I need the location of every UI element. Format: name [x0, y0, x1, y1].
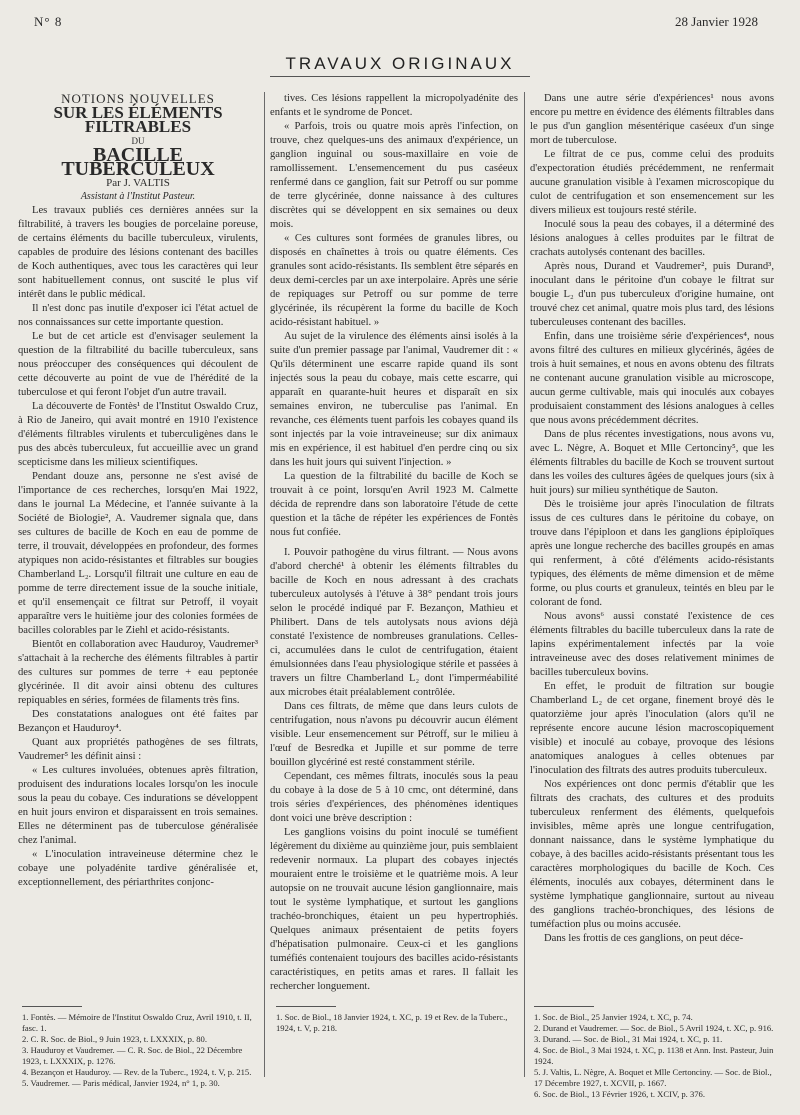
footnote: 5. Vaudremer. — Paris médical, Janvier 1924, n° 1, p. 30.	[22, 1078, 220, 1088]
footnote: 4. Soc. de Biol., 3 Mai 1924, t. XC, p. 1138 et Ann. Inst. Pasteur, Juin 1924.	[534, 1045, 774, 1066]
paragraph: « Ces cultures sont formées de granules libres, ou disposés en chaînettes à trois ou quatre éléments. Ces granules sont acido-résistants. Ils semblent être séparés en deux demi-cercles par un axe interpolaire. Après une série de repiquages sur Petroff ou sur pomme de terre glycérinée, ils récupèrent la forme du bacille de Koch acido-résistant habituel. »	[270, 233, 518, 328]
paragraph: Dans les frottis de ces ganglions, on peut déce-	[544, 933, 744, 944]
paragraph: Quant aux propriétés pathogènes de ses filtrats, Vaudremer⁵ les définit ainsi :	[18, 737, 258, 762]
footnote: 1. Fontès. — Mémoire de l'Institut Oswaldo Cruz, Avril 1910, t. II, fasc. 1.	[22, 1012, 252, 1033]
footnote: 1. Soc. de Biol., 25 Janvier 1924, t. XC, p. 74.	[534, 1012, 693, 1022]
column-3	[530, 92, 774, 946]
paragraph: « Les cultures involuées, obtenues après filtration, produisent des indurations locales lorsqu'on les inocule sous la peau du cobaye. Ces indurations se développent en huit jours environ et disparaissent en trois semaines. Elles ne déterminent pas de tuberculose généralisée chez l'animal.	[18, 765, 258, 846]
column-divider	[264, 92, 265, 1077]
footnote: 3. Durand. — Soc. de Biol., 31 Mai 1924, t. XC, p. 11.	[534, 1034, 723, 1044]
paragraph: « L'inoculation intraveineuse détermine chez le cobaye une polyadénite tardive généralisée et, exceptionnellement, des périarthrites conjonc-	[18, 849, 258, 888]
issue-date: 28 Janvier 1928	[674, 14, 758, 29]
article-affiliation: Assistant à l'Institut Pasteur.	[80, 191, 196, 202]
paragraph: Le but de cet article est d'envisager seulement la question de la filtrabilité du bacille tuberculeux, sans nous préoccuper des conséquences qui découlent de cette découverte au point de vue de l'hérédité de la tuberculose et qui feront l'objet d'un autre travail.	[18, 331, 258, 398]
footnote-rule	[534, 1006, 594, 1007]
paragraph: Dans ces filtrats, de même que dans leurs culots de centrifugation, nous n'avons pu découvrir aucun élément visible. Leur ensemencement sur Pétroff, sur le milieu à l'œuf de Besredka et Jupille et sur pomme de terre bouillon glycériné est resté constamment stérile.	[270, 701, 518, 768]
footnote: 4. Bezançon et Hauduroy. — Rev. de la Tuberc., 1924, t. V, p. 215.	[22, 1067, 252, 1077]
paragraph: Le filtrat de ce pus, comme celui des produits d'expectoration étudiés précédemment, ne renfermait aucune granulation visible à l'examen microscopique du culot de centrifugation et son ensemencement sur les divers milieux est toujours resté stérile.	[530, 149, 774, 216]
footnotes-column-1	[22, 1012, 258, 1089]
paragraph: Après nous, Durand et Vaudremer², puis Durand³, inoculant dans le péritoine d'un cobaye le filtrat sur bougie L₂ d'un pus tuberculeux d'origine humaine, ont trouvé chez cet animal, quatre mois plus tard, des lésions tuberculeuses contenant des bacilles.	[530, 261, 774, 328]
paragraph: Inoculé sous la peau des cobayes, il a déterminé des lésions analogues à celles produites par le filtrat de crachats autolysés contenant des bacilles.	[530, 219, 774, 258]
paragraph: Les travaux publiés ces dernières années sur la filtrabilité, à travers les bougies de porcelaine poreuse, de certains éléments du bacille tuberculeux, virulents, capables de produire des lésions contenant des bacilles de Koch authentiques, avec tous les caractères qui leur sont habituellement connus, ont suscité le plus vif intérêt dans le public médical.	[18, 205, 258, 300]
article-kicker: NOTIONS NOUVELLES	[61, 91, 215, 106]
paragraph: Enfin, dans une troisième série d'expériences⁴, nous avons filtré des cultures en milieux glycérinés, âgées de trois à huit semaines, et nous en avons obtenu des filtrats ne contenant aucune granulation visible au microscope, aucun germe cultivable, mais qui inoculés aux cobayes produisaient constamment des lésions analogues à celles que nous avons précédemment décrites.	[530, 331, 774, 426]
footnote-rule	[276, 1006, 336, 1007]
paragraph: Les ganglions voisins du point inoculé se tuméfient légèrement du dixième au quinzième jour, puis semblaient redevenir normaux. La plupart des cobayes injectés mouraient entre le troisième et le quatrième mois. A leur autopsie on ne trouvait aucune lésion ganglionnaire, mais tout le système lymphatique, et surtout les ganglions trachéo-bronchiques, étaient un peu hypertrophiés. Quelques animaux présentaient de petits foyers d'hépatisation pulmonaire. Ceux-ci et les ganglions tuméfiés contenaient toujours des bacilles acido-résistants caractéristiques, en petits amas et rares. Il fallait les rechercher longuement.	[270, 827, 518, 992]
column-2	[270, 92, 518, 994]
paragraph: tives. Ces lésions rappellent la micropolyadénite des enfants et le syndrome de Poncet.	[270, 93, 518, 118]
article-title-du: DU	[131, 136, 145, 146]
footnote: 5. J. Valtis, L. Nègre, A. Boquet et Mlle Certonciny. — Soc. de Biol., 17 Décembre 1927, t. XCVII, p. 1667.	[534, 1067, 772, 1088]
column-divider	[524, 92, 525, 1077]
column-1	[18, 92, 258, 890]
footnote: 3. Hauduroy et Vaudremer. — C. R. Soc. de Biol., 22 Décembre 1923, t. LXXXIX, p. 1276.	[22, 1045, 243, 1066]
paragraph: La découverte de Fontès¹ de l'Institut Oswaldo Cruz, à Rio de Janeiro, qui avait montré en 1910 l'existence d'éléments filtrables virulents et tuberculigènes dans le pus des abcès tuberculeux, fut accueillie avec un grand scepticisme dans les milieux scientifiques.	[18, 401, 258, 468]
paragraph: Nous avons⁶ aussi constaté l'existence de ces éléments filtrables du bacille tuberculeux dans la rate de lapins expérimentalement infectés par la voie intraveineuse avec des doses relativement minimes de bacilles tuberculeux bovins.	[530, 611, 774, 678]
paragraph: Au sujet de la virulence des éléments ainsi isolés à la suite d'un premier passage par l'animal, Vaudremer dit : « Qu'ils déterminent une escarre rapide quand ils sont injectés sous la peau du cobaye, mais cette escarre, qui apparaît en quarante-huit heures et disparaît en six semaines environ, ne tuberculise pas l'animal. En revanche, ces éléments tuent parfois les cobayes quand ils sont injectés par la voie intraveineuse; sur dix animaux mis en expérience, il est habituel d'en perdre cinq ou six dans les huit jours qui suivent l'injection. »	[270, 331, 518, 468]
paragraph: En effet, le produit de filtration sur bougie Chamberland L₂ de cet organe, finement broyé dès le quatorzième jour après l'inoculation (alors qu'il ne représente encore aucune lésion macroscopiquement visible) et inoculé au cobaye, provoque des lésions anatomiques analogues à celles obtenues par l'inoculation des filtrats des autres produits tuberculeux.	[530, 681, 774, 776]
paragraph: Pendant douze ans, personne ne s'est avisé de l'importance de ces recherches, lorsqu'en Mai 1922, dans le journal La Médecine, et l'année suivante à la Société de Biologie², A. Vaudremer signala que, dans ses cultures de bacille de Koch en eau de pomme de terre, il trouvait, développées en profondeur, des formes atypiques non acido-résistantes et filtrables sur bougies Chamberland L₂. Lorsqu'il filtrait une culture en eau de pomme de terre directement issue de la souche initiale, et qu'il ensemençait ce filtrat sur Petroff, il voyait apparaître vers le huitième jour des colonies formées de bacilles colorables par le Ziehl et acido-résistants.	[18, 471, 258, 636]
paragraph: Des constatations analogues ont été faites par Bezançon et Hauduroy⁴.	[18, 709, 258, 734]
footnotes-column-3	[534, 1012, 774, 1100]
paragraph: Dès le troisième jour après l'inoculation de filtrats issus de ces cultures dans le péritoine du cobaye, on trouve dans l'épiploon et dans les ganglions épiploïques après une longue recherche des bacilles groupés en amas qui renferment, à côté d'éléments acido-résistants typiques, des éléments de même dimension et de même forme, ou plus courts et granuleux, teintés en bleu par le colorant de fond.	[530, 499, 774, 608]
footnote: 2. Durand et Vaudremer. — Soc. de Biol., 5 Avril 1924, t. XC, p. 916.	[534, 1023, 774, 1033]
issue-number: N° 8	[34, 14, 63, 29]
footnotes-column-2	[276, 1012, 520, 1034]
footnote-rule	[22, 1006, 82, 1007]
paragraph: Il n'est donc pas inutile d'exposer ici l'état actuel de nos connaissances sur cette importante question.	[18, 303, 258, 328]
footnote: 6. Soc. de Biol., 13 Février 1926, t. XCIV, p. 376.	[534, 1089, 705, 1099]
section-heading-paragraph: I. Pouvoir pathogène du virus filtrant. — Nous avons d'abord cherché¹ à obtenir les éléments filtrables du bacille de Koch en nous adressant à des crachats tuberculeux autolysés à l'étuve à 38° pendant trois jours selon le procédé indiqué par F. Bezançon, Mathieu et Philibert. Dans de tels autolysats nous avions déjà constaté l'existence de nombreuses granulations. Celles-ci, accumulées dans le culot de centrifugation, étaient émulsionnées dans l'eau physiologique stérile et passées à travers un filtre Chamberland L₂ dont l'imperméabilité aux microbes était préalablement contrôlée.	[270, 547, 518, 698]
section-rule	[270, 76, 530, 77]
paragraph: Dans de plus récentes investigations, nous avons vu, avec L. Nègre, A. Boquet et Mlle Certonciny⁵, que les éléments filtrables du bacille de Koch se trouvent surtout dans les voiles des cultures âgées de quelques jours (six à huit jours) sur milieu synthétique de Sauton.	[530, 429, 774, 496]
paragraph: La question de la filtrabilité du bacille de Koch se trouvait à ce point, lorsqu'en Avril 1923 M. Calmette décida de reprendre dans son laboratoire l'étude de cette question et la tâche de répéter les expériences de Fontès nous fut confiée.	[270, 471, 518, 538]
section-title: TRAVAUX ORIGINAUX	[285, 54, 515, 73]
paragraph: Cependant, ces mêmes filtrats, inoculés sous la peau du cobaye à la dose de 5 à 10 cmc, ont déterminé, dans trois séries d'expériences, des phénomènes identiques dont voici une brève description :	[270, 771, 518, 824]
paragraph: Nos expériences ont donc permis d'établir que les filtrats des crachats, des cultures et des produits tuberculeux renferment des éléments, quelquefois invisibles, même après une longue centrifugation, donnant naissance, dans le système lymphatique du cobaye, à des bacilles acido-résistants présentant tous les caractères morphologiques du bacille de Koch. Ces éléments, inoculés aux cobayes, déterminent dans le système lymphatique ganglionnaire, surtout au niveau des ganglions trachéo-bronchiques, des lésions de tuméfaction plus ou moins accusée.	[530, 779, 774, 930]
paragraph: « Parfois, trois ou quatre mois après l'infection, on trouve, chez quelques-uns des animaux d'expérience, un ganglion inguinal ou sous-maxillaire en voie de ramollissement. L'ensemencement du pus caséeux renfermé dans ce ganglion, fait sur Petroff ou sur pomme de terre glycérinée, donne naissance à des cultures discrètes qui se développent en six semaines ou deux mois.	[270, 121, 518, 230]
article-author: Par J. VALTIS	[106, 177, 170, 189]
footnote: 2. C. R. Soc. de Biol., 9 Juin 1923, t. LXXXIX, p. 80.	[22, 1034, 208, 1044]
article-title: SUR LES ÉLÉMENTS FILTRABLES	[53, 103, 223, 136]
footnote: 1. Soc. de Biol., 18 Janvier 1924, t. XC, p. 19 et Rev. de la Tuberc., 1924, t. V, p. 218.	[276, 1012, 508, 1033]
paragraph: Bientôt en collaboration avec Hauduroy, Vaudremer³ s'attachait à la recherche des éléments filtrables à partir des cultures sur pommes de terre + eau peptonée glycérinée. Il dit avoir ainsi obtenu des cultures repiquables en séries, formées de filaments très fins.	[18, 639, 258, 706]
article-title-main: BACILLE TUBERCULEUX	[61, 144, 215, 180]
paragraph: Dans une autre série d'expériences¹ nous avons encore pu mettre en évidence des éléments filtrables dans le pus d'un ganglion mésentérique caséeux d'un singe mort de tuberculose.	[530, 93, 774, 146]
